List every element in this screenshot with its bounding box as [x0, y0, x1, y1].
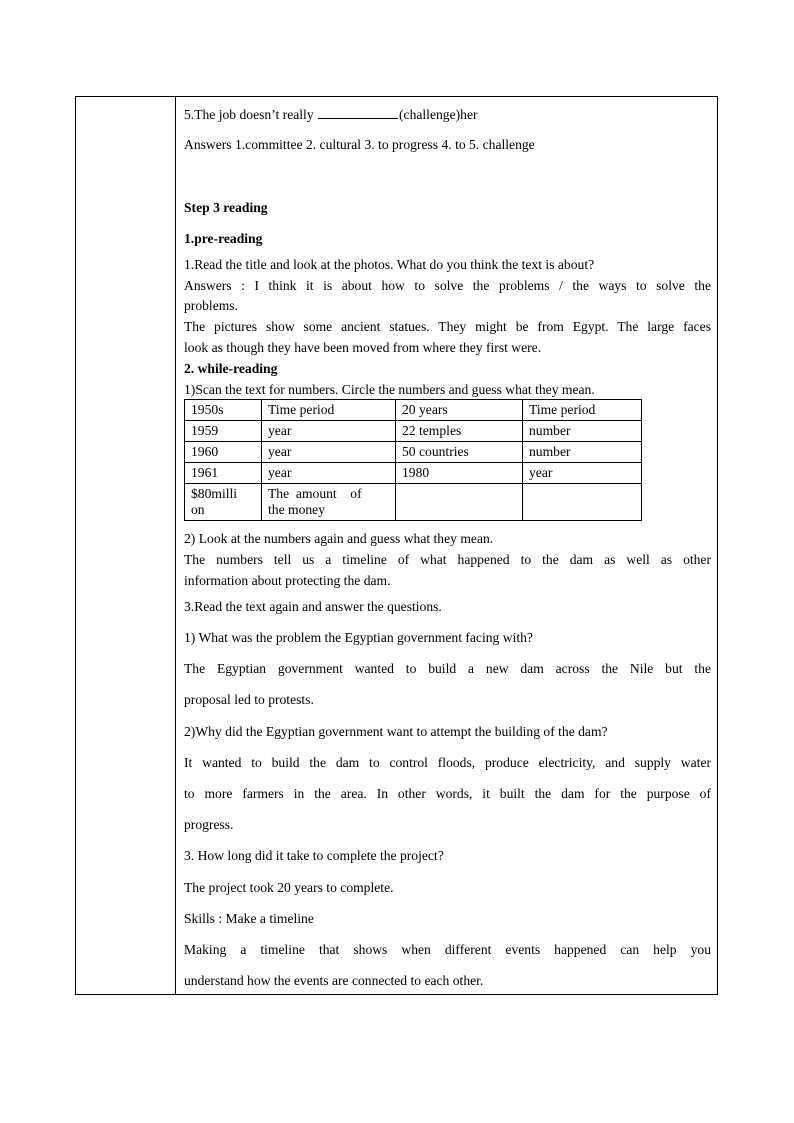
exercise-5-prefix: 5.The job doesn’t really	[184, 107, 318, 122]
table-cell: year	[262, 442, 396, 463]
table-cell	[262, 484, 396, 521]
table-cell: 50 countries	[396, 442, 523, 463]
exercise-5	[184, 106, 711, 123]
answer-3: The project took 20 years to complete.	[184, 880, 394, 895]
table-cell: 1961	[185, 463, 262, 484]
table-cell: 1980	[396, 463, 523, 484]
table-cell: number	[523, 421, 642, 442]
pictures-description-line1: The pictures show some ancient statues. They might be from Egypt. The large faces	[184, 319, 711, 334]
pre-reading-question: 1.Read the title and look at the photos. What do you think the text is about?	[184, 257, 595, 272]
table-row	[185, 463, 642, 484]
table-cell: 22 temples	[396, 421, 523, 442]
table-cell: 1950s	[185, 400, 262, 421]
answer-1-line1: The Egyptian government wanted to build a new dam across the Nile but the	[184, 661, 711, 676]
answer-2-line2: to more farmers in the area. In other words, it built the dam for the purpose of	[184, 786, 711, 801]
table-cell: Time period	[262, 400, 396, 421]
table-cell	[396, 484, 523, 521]
guess-answer-line2: information about protecting the dam.	[184, 573, 391, 588]
question-3: 3. How long did it take to complete the project?	[184, 848, 444, 863]
step3-heading: Step 3 reading	[184, 200, 268, 215]
while-reading-heading: 2. while-reading	[184, 361, 278, 376]
guess-task: 2) Look at the numbers again and guess what they mean.	[184, 531, 494, 546]
cell-text-line2: the money	[268, 502, 326, 517]
read-again-task: 3.Read the text again and answer the questions.	[184, 599, 442, 614]
skills-text-line2: understand how the events are connected to each other.	[184, 973, 484, 988]
table-cell: 1959	[185, 421, 262, 442]
column-divider	[175, 97, 176, 994]
table-cell: 20 years	[396, 400, 523, 421]
table-cell: Time period	[523, 400, 642, 421]
cell-text-line1: The amount of	[268, 486, 362, 501]
pre-reading-answer-line1: Answers : I think it is about how to solve the problems / the ways to solve the	[184, 278, 711, 293]
answer-blank	[318, 106, 398, 119]
pre-reading-heading: 1.pre-reading	[184, 231, 263, 246]
cell-text-line2: on	[191, 502, 205, 517]
numbers-table	[184, 399, 642, 521]
question-1: 1) What was the problem the Egyptian government facing with?	[184, 630, 533, 645]
guess-answer-line1: The numbers tell us a timeline of what happened to the dam as well as other	[184, 552, 711, 567]
scan-task: 1)Scan the text for numbers. Circle the numbers and guess what they mean.	[184, 382, 595, 397]
table-cell: number	[523, 442, 642, 463]
answer-1-line2: proposal led to protests.	[184, 692, 314, 707]
pre-reading-answer-line2: problems.	[184, 298, 238, 313]
answer-2-line1: It wanted to build the dam to control floods, produce electricity, and supply water	[184, 755, 711, 770]
pictures-description-line2: look as though they have been moved from where they first were.	[184, 340, 542, 355]
answer-2-line3: progress.	[184, 817, 234, 832]
cell-text-line1: $80milli	[191, 486, 238, 501]
table-row	[185, 484, 642, 521]
skills-text-line1: Making a timeline that shows when different events happened can help you	[184, 942, 711, 957]
table-row	[185, 421, 642, 442]
lesson-table-frame	[75, 96, 718, 995]
question-2: 2)Why did the Egyptian government want to attempt the building of the dam?	[184, 724, 608, 739]
exercise-5-suffix: (challenge)her	[399, 107, 478, 122]
answers-line: Answers 1.committee 2. cultural 3. to progress 4. to 5. challenge	[184, 137, 535, 152]
table-cell	[185, 484, 262, 521]
table-row	[185, 442, 642, 463]
table-cell: year	[262, 421, 396, 442]
table-cell: year	[262, 463, 396, 484]
skills-heading: Skills : Make a timeline	[184, 911, 314, 926]
table-cell: year	[523, 463, 642, 484]
table-cell	[523, 484, 642, 521]
table-row	[185, 400, 642, 421]
table-cell: 1960	[185, 442, 262, 463]
